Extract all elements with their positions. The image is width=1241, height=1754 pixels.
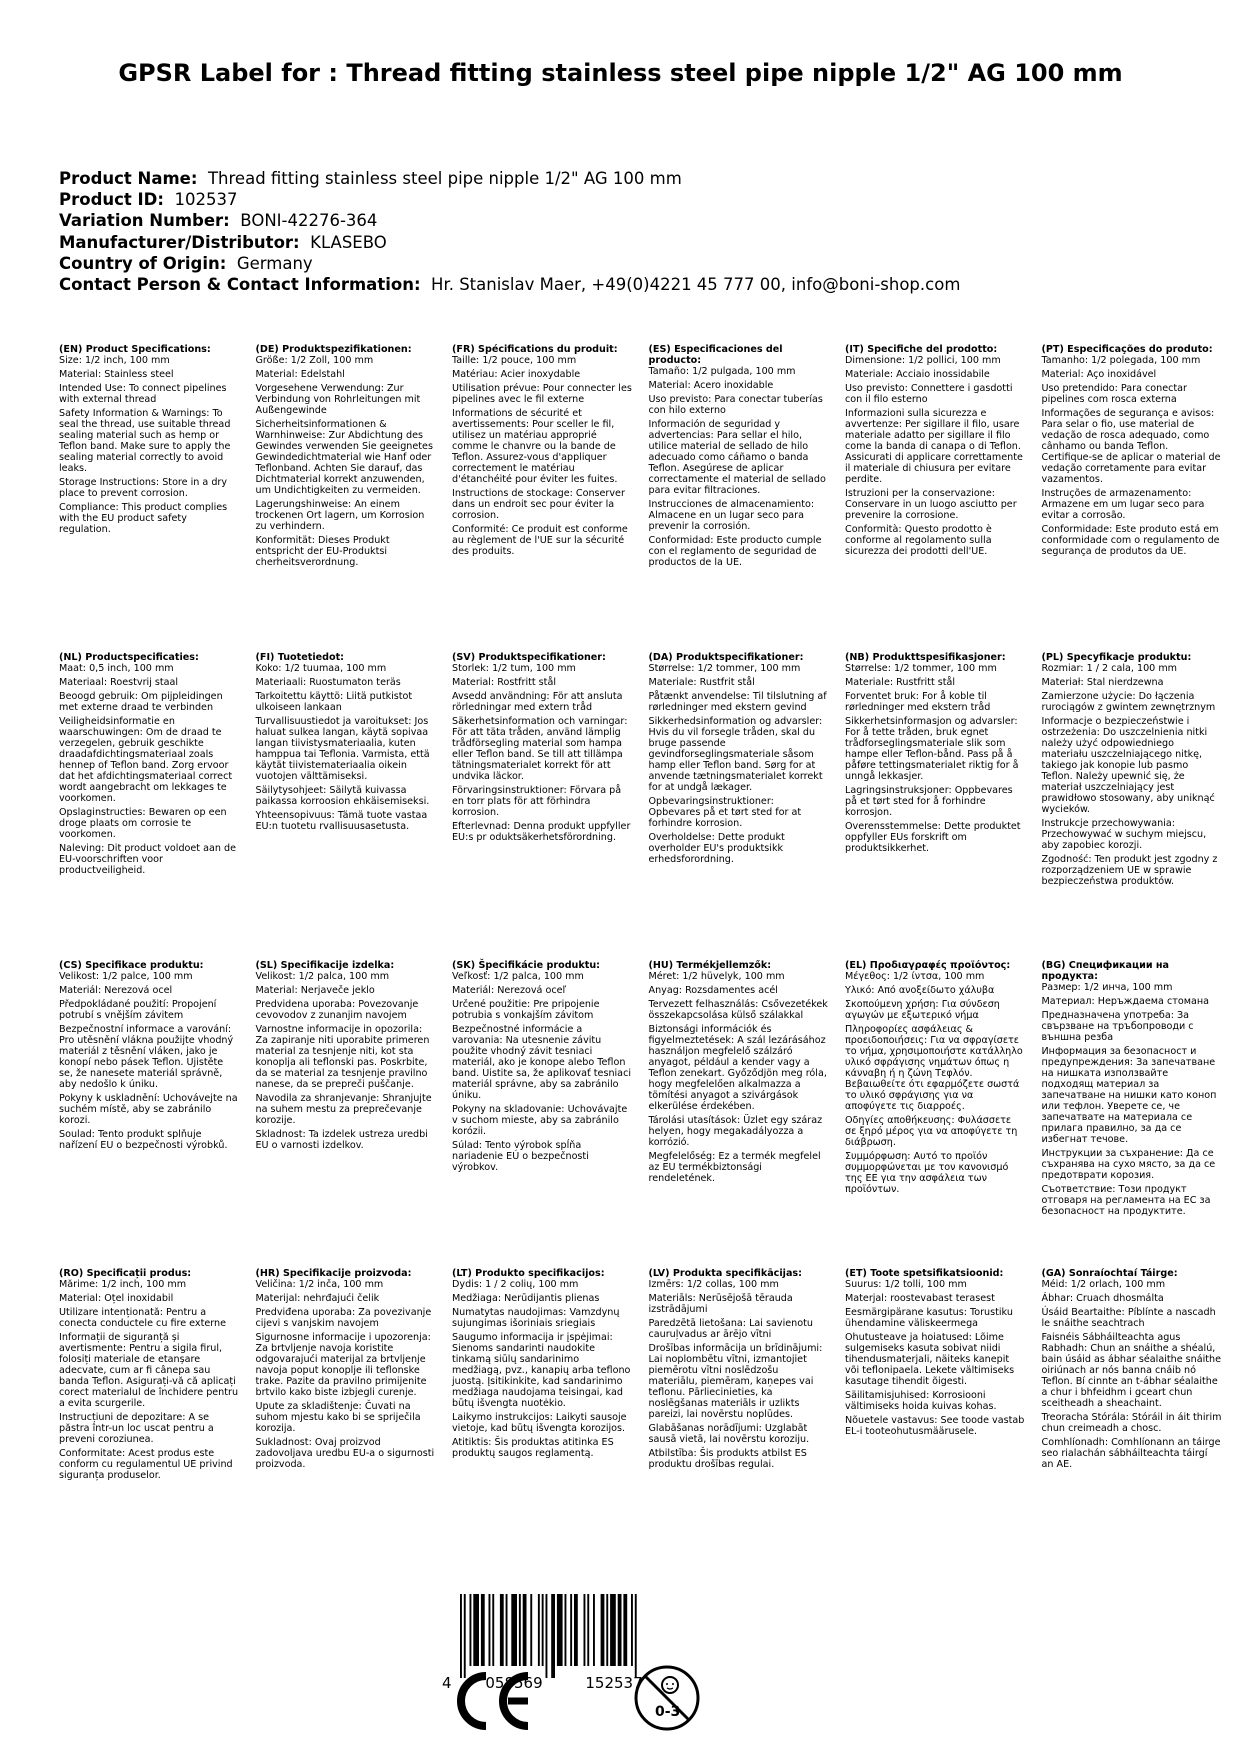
spec-line: Uso pretendido: Para conectar pipelines com rosca externa	[1041, 383, 1187, 405]
spec-line: Größe: 1/2 Zoll, 100 mm	[255, 355, 374, 366]
barcode-bar	[557, 1594, 563, 1666]
spec-line: Tarkoitettu käyttö: Liitä putkistot ulkoiseen lankaan	[255, 691, 413, 713]
spec-line: Materijal: nehrđajući čelik	[255, 1293, 380, 1304]
spec-block	[452, 652, 632, 846]
age-warning-text: 0-3	[655, 1704, 681, 1720]
barcode-bar	[574, 1594, 578, 1666]
spec-line: Skladnost: Ta izdelek ustreza uredbi EU o varnosti izdelkov.	[255, 1129, 428, 1151]
barcode-bar	[565, 1594, 567, 1666]
spec-line: Paredzētā lietošana: Lai savienotu cauruļvadus ar ārējo vītni	[648, 1318, 813, 1340]
info-label: Product Name:	[59, 169, 198, 188]
spec-block	[59, 652, 239, 879]
spec-line: Размер: 1/2 инча, 100 mm	[1041, 982, 1173, 993]
barcode-bar	[492, 1594, 494, 1666]
spec-heading: (LV) Produkta specifikācijas:	[648, 1268, 802, 1279]
spec-heading: (SV) Produktspecifikationer:	[452, 652, 606, 663]
spec-line: Tamaño: 1/2 pulgada, 100 mm	[648, 366, 796, 377]
spec-line: Informations de sécurité et avertissements: Pour sceller le fil, utilisez un matériau approprié comme le chanvre ou la bande de Teflon. Assurez-vous d'appliquer correctement le matériau d'étanchéité pour éviter les fuites.	[452, 408, 618, 485]
spec-line: Overholdelse: Dette produkt overholder EU's produktsikk erhedsforordning.	[648, 832, 785, 865]
spec-line: Dydis: 1 / 2 colių, 100 mm	[452, 1279, 579, 1290]
spec-line: Nõuetele vastavus: See toode vastab EL-i tooteohutusmäärusele.	[845, 1415, 1025, 1437]
barcode-bar	[601, 1594, 605, 1666]
barcode-bar	[593, 1594, 595, 1666]
spec-line: Materiale: Acciaio inossidabile	[845, 369, 990, 380]
spec-line: Съответствие: Този продукт отговаря на регламента на ЕС за безопасност на продуктите.	[1041, 1184, 1211, 1217]
spec-line: Zgodność: Ten produkt jest zgodny z rozporządzeniem UE w sprawie bezpieczeństwa produktów.	[1041, 854, 1218, 887]
spec-heading: (ES) Especificaciones del producto:	[648, 344, 783, 366]
spec-line: Συμμόρφωση: Αυτό το προϊόν συμμορφώνεται με τον κανονισμό της ΕΕ για την ασφάλεια των προϊόντων.	[845, 1151, 1009, 1195]
info-value: Hr. Stanislav Maer, +49(0)4221 45 777 00, info@boni-shop.com	[431, 275, 961, 295]
barcode-bar	[473, 1594, 479, 1666]
spec-line: Turvallisuustiedot ja varoitukset: Jos haluat sulkea langan, käytä sopivaa langan tiivistysmateriaalia, kuten hamppua tai Teflonia. Varmista, että käytät tiivistemateriaalia oikein vuotojen välttämiseksi.	[255, 716, 430, 782]
spec-line: Material: Oțel inoxidabil	[59, 1293, 174, 1304]
spec-line: Предназначена употреба: За свързване на тръбопроводи с външна резба	[1041, 1010, 1194, 1043]
spec-line: Úsáid Beartaithe: Píblínte a nascadh le snáithe seachtrach	[1041, 1307, 1216, 1329]
spec-line: Velikost: 1/2 palce, 100 mm	[59, 971, 193, 982]
spec-line: Intended Use: To connect pipelines with external thread	[59, 383, 227, 405]
spec-block	[649, 1268, 829, 1473]
spec-line: Faisnéis Sábháilteachta agus Rabhadh: Chun an snáithe a shéalú, bain úsáid as ábhar séalaithe snáithe oiriúnach ar nós banna cnáib nó Teflon. Bí cinnte an t-ábhar séalaithe a chur i bhfeidhm i gceart chun sceitheadh a sheachaint.	[1041, 1332, 1222, 1409]
spec-heading: (LT) Produkto specifikacijos:	[452, 1268, 605, 1279]
spec-line: Size: 1/2 inch, 100 mm	[59, 355, 170, 366]
spec-line: Maat: 0,5 inch, 100 mm	[59, 663, 174, 674]
spec-block	[1042, 1268, 1222, 1473]
barcode-bar	[623, 1594, 627, 1666]
spec-line: Størrelse: 1/2 tommer, 100 mm	[648, 663, 801, 674]
spec-line: Biztonsági információk és figyelmeztetések: A szál lezárásához használjon megfelelő szálzáró anyagot, például a kender vagy a Teflon zenekart. Győződjön meg róla, hogy megfelelően alkalmazza a tömítési anyagot a szivárgások elkerülése érdekében.	[648, 1024, 827, 1112]
spec-line: Soulad: Tento produkt splňuje nařízení EU o bezpečnosti výrobků.	[59, 1129, 228, 1151]
barcode-bar	[584, 1594, 586, 1666]
spec-line: Instruções de armazenamento: Armazene em um lugar seco para evitar a corrosão.	[1041, 488, 1205, 521]
spec-line: Safety Information & Warnings: To seal the thread, use suitable thread sealing material such as hemp or Teflon band. Make sure to apply the sealing material correctly to avoid leaks.	[59, 408, 231, 474]
spec-line: Izmērs: 1/2 collas, 100 mm	[648, 1279, 779, 1290]
spec-line: Bezpečnostní informace a varování: Pro utěsnění vlákna použijte vhodný materiál z těsnění vláken, jako je konopí nebo pásek Teflon. Ujistěte se, že nanesete materiál správně, aby nedošlo k úniku.	[59, 1024, 234, 1090]
barcode-bar	[538, 1594, 540, 1666]
spec-line: Conformitate: Acest produs este conform cu regulamentul UE privind siguranța produselor.	[59, 1448, 233, 1481]
spec-line: Utilizare intenționată: Pentru a conecta conductele cu fire externe	[59, 1307, 227, 1329]
info-label: Country of Origin:	[59, 253, 227, 273]
spec-block	[452, 1268, 632, 1462]
spec-line: Atitiktis: Šis produktas atitinka ES produktų saugos reglamentą.	[452, 1437, 614, 1459]
barcode-bar	[481, 1594, 485, 1666]
spec-line: Veľkosť: 1/2 palca, 100 mm	[452, 971, 584, 982]
spec-line: Material: Acero inoxidable	[648, 380, 774, 391]
spec-line: Opslaginstructies: Bewaren op een droge plaats om corrosie te voorkomen.	[59, 807, 227, 840]
spec-line: Informações de segurança e avisos: Para selar o fio, use material de vedação de rosca adequado, como cânhamo ou banda Teflon. Certifique-se de aplicar o material de vedação corretamente para evitar vazamentos.	[1041, 408, 1221, 485]
barcode-bar	[631, 1594, 633, 1666]
spec-line: Forventet bruk: For å koble til rørledninger med ekstern tråd	[845, 691, 991, 713]
spec-line: Materiaali: Ruostumaton teräs	[255, 677, 401, 688]
spec-line: Yhteensopivuus: Tämä tuote vastaa EU:n tuotetu rvallisuusasetusta.	[255, 810, 428, 832]
spec-heading: (IT) Specifiche del prodotto:	[845, 344, 998, 355]
info-value: BONI-42276-364	[240, 211, 378, 231]
barcode-bar	[618, 1594, 622, 1666]
spec-block	[452, 344, 632, 560]
barcode-bar	[587, 1594, 589, 1666]
spec-heading: (SK) Špecifikácie produktu:	[452, 960, 601, 971]
spec-line: Avsedd användning: För att ansluta rörledningar med extern tråd	[452, 691, 623, 713]
spec-line: Sikkerhetsinformasjon og advarsler: For å tette tråden, bruk egnet trådforseglingsmateriale slik som hampe eller Teflon-bånd. Pass på å påføre tettingsmaterialet riktig for å unngå lekkasjer.	[845, 716, 1019, 782]
spec-line: Storage Instructions: Store in a dry place to prevent corrosion.	[59, 477, 228, 499]
spec-heading: (PL) Specyfikacje produktu:	[1041, 652, 1192, 663]
spec-line: Storlek: 1/2 tum, 100 mm	[452, 663, 576, 674]
spec-line: Pokyny k uskladnění: Uchovávejte na suchém místě, aby se zabránilo korozi.	[59, 1093, 238, 1126]
spec-line: Sikkerhedsinformation og advarsler: Hvis du vil forsegle tråden, skal du bruge passende gevindforseglingsmateriale såsom hamp eller Teflon band. Sørg for at anvende tætningsmaterialet korrekt for at undgå lækager.	[648, 716, 823, 793]
spec-heading: (GA) Sonraíochtaí Táirge:	[1041, 1268, 1178, 1279]
spec-line: Informații de siguranță și avertismente: Pentru a sigila firul, folosiți materiale de etanșare adecvate, cum ar fi cânepa sau banda Teflon. Asigurați-vă că aplicați corect materialul de închidere pentru a evita scurgerile.	[59, 1332, 239, 1409]
contact-row	[59, 274, 1209, 295]
spec-heading: (EN) Product Specifications:	[59, 344, 211, 355]
spec-line: Material: Rostfritt stål	[452, 677, 556, 688]
spec-line: Méid: 1/2 orlach, 100 mm	[1041, 1279, 1166, 1290]
spec-block	[845, 1268, 1025, 1440]
spec-heading: (EL) Προδιαγραφές προϊόντος:	[845, 960, 1011, 971]
page-title: GPSR Label for : Thread fitting stainless steel pipe nipple 1/2" AG 100 mm	[118, 59, 1123, 87]
spec-heading: (ET) Toote spetsifikatsioonid:	[845, 1268, 1004, 1279]
spec-line: Overensstemmelse: Dette produktet oppfyller EUs forskrift om produktsikkerhet.	[845, 821, 1021, 854]
barcode-bar	[530, 1594, 532, 1666]
barcode-bar	[519, 1594, 521, 1666]
barcode-bar	[551, 1594, 555, 1678]
manufacturer-row	[59, 232, 1209, 253]
spec-line: Pokyny na skladovanie: Uchovávajte v suchom mieste, aby sa zabránilo korózii.	[452, 1104, 628, 1137]
spec-line: Materiál: Nerezová oceľ	[452, 985, 567, 996]
spec-line: Tárolási utasítások: Üzlet egy száraz helyen, hogy megakadályozza a korrózió.	[648, 1115, 823, 1148]
spec-block	[59, 1268, 239, 1484]
spec-line: Atbilstība: Šis produkts atbilst ES produktu drošības regulai.	[648, 1448, 807, 1470]
barcode-digit-first: 4	[442, 1674, 452, 1692]
spec-heading: (NB) Produkttspesifikasjoner:	[845, 652, 1006, 663]
spec-line: Navodila za shranjevanje: Shranjujte na suhem mestu za preprečevanje korozije.	[255, 1093, 432, 1126]
spec-line: Uso previsto: Para conectar tuberías con hilo externo	[648, 394, 823, 416]
spec-line: Ohutusteave ja hoiatused: Lõime sulgemiseks kasuta sobivat niidi tihendusmaterjali, näiteks kanepit või teflonipaela. Lekete vältimiseks kasutage tihendit õigesti.	[845, 1332, 1015, 1387]
spec-line: Materjal: roostevabast terasest	[845, 1293, 995, 1304]
spec-line: Uso previsto: Connettere i gasdotti con il filo esterno	[845, 383, 1013, 405]
spec-line: Efterlevnad: Denna produkt uppfyller EU:s pr oduktsäkerhetsförordning.	[452, 821, 631, 843]
spec-line: Súlad: Tento výrobok spĺňa nariadenie EÚ o bezpečnosti výrobkov.	[452, 1140, 589, 1173]
spec-line: Σκοπούμενη χρήση: Για σύνδεση αγωγών με εξωτερικό νήμα	[845, 999, 1000, 1021]
spec-block	[256, 960, 436, 1154]
spec-line: Vorgesehene Verwendung: Zur Verbindung von Rohrleitungen mit Außengewinde	[255, 383, 421, 416]
spec-line: Upute za skladištenje: Čuvati na suhom mjestu kako bi se spriječila korozija.	[255, 1401, 421, 1434]
spec-line: Μέγεθος: 1/2 ίντσα, 100 mm	[845, 971, 985, 982]
spec-line: Förvaringsinstruktioner: Förvara på en torr plats för att förhindra korrosion.	[452, 785, 622, 818]
spec-line: Varnostne informacije in opozorila: Za zapiranje niti uporabite primeren material za tesnjenje niti, kot sta konoplja ali teflonski pas. Poskrbite, da se material za tesnjenje pravilno nanese, da se prepreči puščanje.	[255, 1024, 430, 1090]
spec-line: Predviđena uporaba: Za povezivanje cijevi s vanjskim navojem	[255, 1307, 432, 1329]
spec-line: Materiale: Rustfritt stål	[845, 677, 956, 688]
spec-line: Säkerhetsinformation och varningar: För att täta tråden, använd lämplig trådförsegling material som hampa eller Teflon band. Se till att tillämpa tätningsmaterialet korrekt för att undvika läckor.	[452, 716, 628, 782]
spec-line: Οδηγίες αποθήκευσης: Φυλάσσετε σε ξηρό μέρος για να αποφύγετε τη διάβρωση.	[845, 1115, 1018, 1148]
spec-line: Πληροφορίες ασφάλειας & προειδοποιήσεις: Για να σφραγίσετε το νήμα, χρησιμοποιήστε κατάλληλο υλικό σφράγισης νημάτων όπως η κάνναβη ή η ζώνη Τεφλόν. Βεβαιωθείτε ότι εφαρμόζετε σωστά το υλικό σφράγισης για να αποφύγετε τις διαρροές.	[845, 1024, 1023, 1112]
barcode-bar	[464, 1594, 466, 1678]
product-name-row	[59, 168, 1209, 189]
spec-heading: (HR) Specifikacije proizvoda:	[255, 1268, 412, 1279]
spec-line: Predvidena uporaba: Povezovanje cevovodov z zunanjim navojem	[255, 999, 419, 1021]
info-value: Thread fitting stainless steel pipe nipple 1/2" AG 100 mm	[207, 169, 682, 188]
spec-line: Beoogd gebruik: Om pijpleidingen met externe draad te verbinden	[59, 691, 223, 713]
spec-block	[649, 960, 829, 1187]
spec-line: Velikost: 1/2 palca, 100 mm	[255, 971, 390, 982]
barcode-bar	[506, 1594, 508, 1666]
not-for-children-under-3-icon	[632, 1663, 702, 1733]
spec-line: Mărime: 1/2 inch, 100 mm	[59, 1279, 187, 1290]
barcode-bar	[489, 1594, 491, 1666]
spec-line: Materiāls: Nerūsējošā tērauda izstrādājumi	[648, 1293, 793, 1315]
spec-line: Conformità: Questo prodotto è conforme al regolamento sulla sicurezza dei prodotti dell'UE.	[845, 524, 992, 557]
barcode-bar	[500, 1594, 504, 1666]
info-value: KLASEBO	[310, 232, 387, 252]
spec-line: Material: Aço inoxidável	[1041, 369, 1157, 380]
spec-line: Veiligheidsinformatie en waarschuwingen: Om de draad te verzegelen, gebruik geschikte draadafdichtingsmateriaal zoals hennep of Teflon band. Zorg ervoor dat het afdichtingsmateriaal correct wordt aangebracht om lekkages te voorkomen.	[59, 716, 233, 804]
spec-line: Glabāšanas norādījumi: Uzglabāt sausā vietā, lai novērstu koroziju.	[648, 1423, 810, 1445]
spec-line: Numatytas naudojimas: Vamzdynų sujungimas išoriniais sriegiais	[452, 1307, 620, 1329]
spec-block	[649, 344, 829, 571]
spec-line: Materiál: Nerezová ocel	[59, 985, 173, 996]
spec-line: Megfelelőség: Ez a termék megfelel az EU termékbiztonsági rendeletének.	[648, 1151, 821, 1184]
spec-line: Drošības informācija un brīdinājumi: Lai noplombētu vītni, izmantojiet piemērotu vītni noslēdzošu materiālu, piemēram, kaņepes vai teflonu. Pārliecinieties, ka noslēgšanas materiāls ir uzlikts pareizi, lai novērstu noplūdes.	[648, 1343, 823, 1420]
product-info	[59, 168, 1209, 295]
barcode-bar	[523, 1594, 527, 1666]
barcode-digits-left: 058569	[485, 1674, 543, 1692]
spec-heading: (PT) Especificações do produto:	[1041, 344, 1213, 355]
spec-heading: (SL) Specifikacije izdelka:	[255, 960, 395, 971]
spec-line: Materiaal: Roestvrij staal	[59, 677, 179, 688]
spec-line: Suurus: 1/2 tolli, 100 mm	[845, 1279, 967, 1290]
spec-heading: (BG) Спецификации на продукта:	[1041, 960, 1170, 982]
info-label: Contact Person & Contact Information:	[59, 275, 421, 295]
spec-line: Matériau: Acier inoxydable	[452, 369, 581, 380]
spec-line: Информация за безопасност и предупреждения: За запечатване на нишката използвайте подходящ материал за запечатване на нишки като коноп или тефлон. Уверете се, че запечатвате на материала се прилага правилно, за да се избегнат течове.	[1041, 1046, 1217, 1145]
barcode-bar	[460, 1594, 462, 1678]
spec-line: Comhlíonadh: Comhlíonann an táirge seo rialachán sábháilteachta táirgí an AE.	[1041, 1437, 1221, 1470]
barcode-bar	[546, 1594, 548, 1678]
spec-block	[256, 1268, 436, 1473]
barcode-bar	[610, 1594, 616, 1666]
spec-block	[256, 652, 436, 835]
spec-line: Material: Nerjaveče jeklo	[255, 985, 375, 996]
spec-line: Anyag: Rozsdamentes acél	[648, 985, 778, 996]
spec-line: Материал: Неръждаема стомана	[1041, 996, 1209, 1007]
spec-line: Méret: 1/2 hüvelyk, 100 mm	[648, 971, 785, 982]
spec-line: Säilitamisjuhised: Korrosiooni vältimiseks hoida kuivas kohas.	[845, 1390, 997, 1412]
spec-line: Instrucciones de almacenamiento: Almacene en un lugar seco para prevenir la corrosión.	[648, 499, 815, 532]
spec-line: Conformidade: Este produto está em conformidade com o regulamento de segurança de produtos da UE.	[1041, 524, 1220, 557]
spec-line: Treoracha Stórála: Stóráil in áit thirim chun creimeadh a chosc.	[1041, 1412, 1222, 1434]
spec-line: Utilisation prévue: Pour connecter les pipelines avec le fil externe	[452, 383, 632, 405]
spec-line: Opbevaringsinstruktioner: Opbevares på et tørt sted for at forhindre korrosion.	[648, 796, 802, 829]
spec-line: Säilytysohjeet: Säilytä kuivassa paikassa korroosion ehkäisemiseksi.	[255, 785, 430, 807]
spec-line: Naleving: Dit product voldoet aan de EU-voorschriften voor productveiligheid.	[59, 843, 236, 876]
spec-line: Dimensione: 1/2 pollici, 100 mm	[845, 355, 1001, 366]
spec-line: Sigurnosne informacije i upozorenja: Za brtvljenje navoja koristite odgovarajući materijal za brtvljenje navoja poput konoplje ili teflonske trake. Pazite da pravilno primijenite brtvilo kako biste izbjegli curenje.	[255, 1332, 431, 1398]
spec-line: Saugumo informacija ir įspėjimai: Sienoms sandarinti naudokite tinkamą siūlų sandarinimo medžiagą, pvz., kanapių arba teflono juostą. Įsitikinkite, kad sandarinimo medžiaga naudojama teisingai, kad būtų išvengta nuotėkio.	[452, 1332, 631, 1409]
spec-line: Bezpečnostné informácie a varovania: Na utesnenie závitu použite vhodný závit tesniaci materiál, ako je konope alebo Teflon band. Uistite sa, že aplikovať tesniaci materiál správne, aby sa zabránilo úniku.	[452, 1024, 632, 1101]
spec-block	[845, 344, 1025, 560]
spec-line: Materiale: Rustfrit stål	[648, 677, 755, 688]
spec-heading: (DE) Produktspezifikationen:	[255, 344, 412, 355]
info-value: Germany	[236, 253, 313, 273]
spec-line: Informacje o bezpieczeństwie i ostrzeżenia: Do uszczelnienia nitki należy użyć odpowiedniego materiału uszczelniającego nitkę, takiego jak konopie lub pasmo Teflon. Należy upewnić się, że materiał uszczelniający jest prawidłowo stosowany, aby uniknąć wycieków.	[1041, 716, 1215, 815]
info-value: 102537	[174, 190, 238, 210]
spec-block	[1042, 960, 1222, 1220]
spec-block	[649, 652, 829, 868]
spec-heading: (RO) Specificații produs:	[59, 1268, 192, 1279]
spec-line: Rozmiar: 1 / 2 cala, 100 mm	[1041, 663, 1178, 674]
spec-block	[1042, 344, 1222, 560]
spec-line: Určené použitie: Pre pripojenie potrubia s vonkajším závitom	[452, 999, 600, 1021]
spec-line: Taille: 1/2 pouce, 100 mm	[452, 355, 577, 366]
spec-line: Инструкции за съхранение: Да се съхранява на сухо място, за да се предотврати корозия.	[1041, 1148, 1216, 1181]
spec-block	[845, 960, 1025, 1198]
spec-line: Istruzioni per la conservazione: Conservare in un luogo asciutto per prevenire la corrosione.	[845, 488, 1017, 521]
spec-line: Předpokládané použití: Propojení potrubí s vnějším závitem	[59, 999, 217, 1021]
spec-heading: (CS) Specifikace produktu:	[59, 960, 204, 971]
spec-line: Material: Edelstahl	[255, 369, 345, 380]
spec-line: Påtænkt anvendelse: Til tilslutning af rørledninger med ekstern gevind	[648, 691, 827, 713]
spec-line: Informazioni sulla sicurezza e avvertenze: Per sigillare il filo, usare materiale adatto per sigillare il filo come la banda di canapa o di Teflon. Assicurati di applicare correttamente il materiale di chiusura per evitare perdite.	[845, 408, 1023, 485]
barcode-bar	[606, 1594, 608, 1666]
barcode-bar	[470, 1594, 472, 1666]
ce-mark-icon	[452, 1670, 536, 1732]
spec-block	[1042, 652, 1222, 890]
spec-line: Tervezett felhasználás: Csővezetékek összekapcsolása külső szálakkal	[648, 999, 828, 1021]
product-id-row	[59, 189, 1209, 210]
barcode-bar	[542, 1594, 544, 1666]
spec-line: Conformité: Ce produit est conforme au règlement de l'UE sur la sécurité des produits.	[452, 524, 628, 557]
spec-block	[845, 652, 1025, 857]
spec-line: Compliance: This product complies with the EU product safety regulation.	[59, 502, 228, 535]
spec-line: Medžiaga: Nerūdijantis plienas	[452, 1293, 600, 1304]
spec-line: Tamanho: 1/2 polegada, 100 mm	[1041, 355, 1201, 366]
variation-number-row	[59, 210, 1209, 231]
spec-heading: (HU) Termékjellemzők:	[648, 960, 772, 971]
spec-line: Conformidad: Este producto cumple con el reglamento de seguridad de productos de la UE.	[648, 535, 822, 568]
spec-line: Størrelse: 1/2 tommer, 100 mm	[845, 663, 997, 674]
info-label: Manufacturer/Distributor:	[59, 232, 300, 252]
spec-line: Koko: 1/2 tuumaa, 100 mm	[255, 663, 387, 674]
spec-block	[452, 960, 632, 1176]
spec-line: Zamierzone użycie: Do łączenia rurociągów z gwintem zewnętrznym	[1041, 691, 1216, 713]
spec-line: Konformität: Dieses Produkt entspricht der EU-Produktsi cherheitsverordnung.	[255, 535, 390, 568]
barcode-bar	[511, 1594, 517, 1666]
spec-line: Lagringsinstruksjoner: Oppbevares på et tørt sted for å forhindre korrosjon.	[845, 785, 1013, 818]
spec-line: Materiał: Stal nierdzewna	[1041, 677, 1164, 688]
spec-line: Ábhar: Cruach dhosmálta	[1041, 1293, 1164, 1304]
spec-line: Veličina: 1/2 inča, 100 mm	[255, 1279, 384, 1290]
spec-line: Información de seguridad y advertencias: Para sellar el hilo, utilice material de sellado de hilo adecuado como cáñamo o banda Teflon. Asegúrese de aplicar correctamente el material de sellado para evitar filtraciones.	[648, 419, 826, 496]
spec-block	[59, 960, 239, 1154]
spec-line: Instructions de stockage: Conserver dans un endroit sec pour éviter la corrosion.	[452, 488, 625, 521]
spec-line: Instrucțiuni de depozitare: A se păstra într-un loc uscat pentru a preveni coroziunea.	[59, 1412, 214, 1445]
spec-line: Sukladnost: Ovaj proizvod zadovoljava uredbu EU-a o sigurnosti proizvoda.	[255, 1437, 435, 1470]
spec-heading: (FR) Spécifications du produit:	[452, 344, 618, 355]
spec-line: Laikymo instrukcijos: Laikyti sausoje vietoje, kad būtų išvengta korozijos.	[452, 1412, 627, 1434]
spec-line: Lagerungshinweise: An einem trockenen Ort lagern, um Korrosion zu verhindern.	[255, 499, 425, 532]
spec-heading: (DA) Produktspecifikationer:	[648, 652, 804, 663]
spec-line: Sicherheitsinformationen & Warnhinweise: Zur Abdichtung des Gewindes verwenden Sie geeignetes Gewindedichtmaterial wie Hanf oder Teflonband. Achten Sie darauf, das Dichtmaterial korrekt anzuwenden, um Undichtigkeiten zu vermeiden.	[255, 419, 433, 496]
spec-line: Eesmärgipärane kasutus: Torustiku ühendamine väliskeermega	[845, 1307, 1013, 1329]
spec-block	[59, 344, 239, 538]
spec-heading: (FI) Tuotetiedot:	[255, 652, 344, 663]
spec-line: Material: Stainless steel	[59, 369, 174, 380]
spec-heading: (NL) Productspecificaties:	[59, 652, 199, 663]
barcode-bar	[570, 1594, 572, 1666]
info-label: Variation Number:	[59, 211, 230, 231]
info-label: Product ID:	[59, 190, 164, 210]
spec-block	[256, 344, 436, 571]
spec-line: Υλικό: Από ανοξείδωτο χάλυβα	[845, 985, 995, 996]
barcode-digits-right: 152537	[585, 1674, 643, 1692]
spec-line: Instrukcje przechowywania: Przechowywać w suchym miejscu, aby zapobiec korozji.	[1041, 818, 1207, 851]
country-of-origin-row	[59, 253, 1209, 274]
